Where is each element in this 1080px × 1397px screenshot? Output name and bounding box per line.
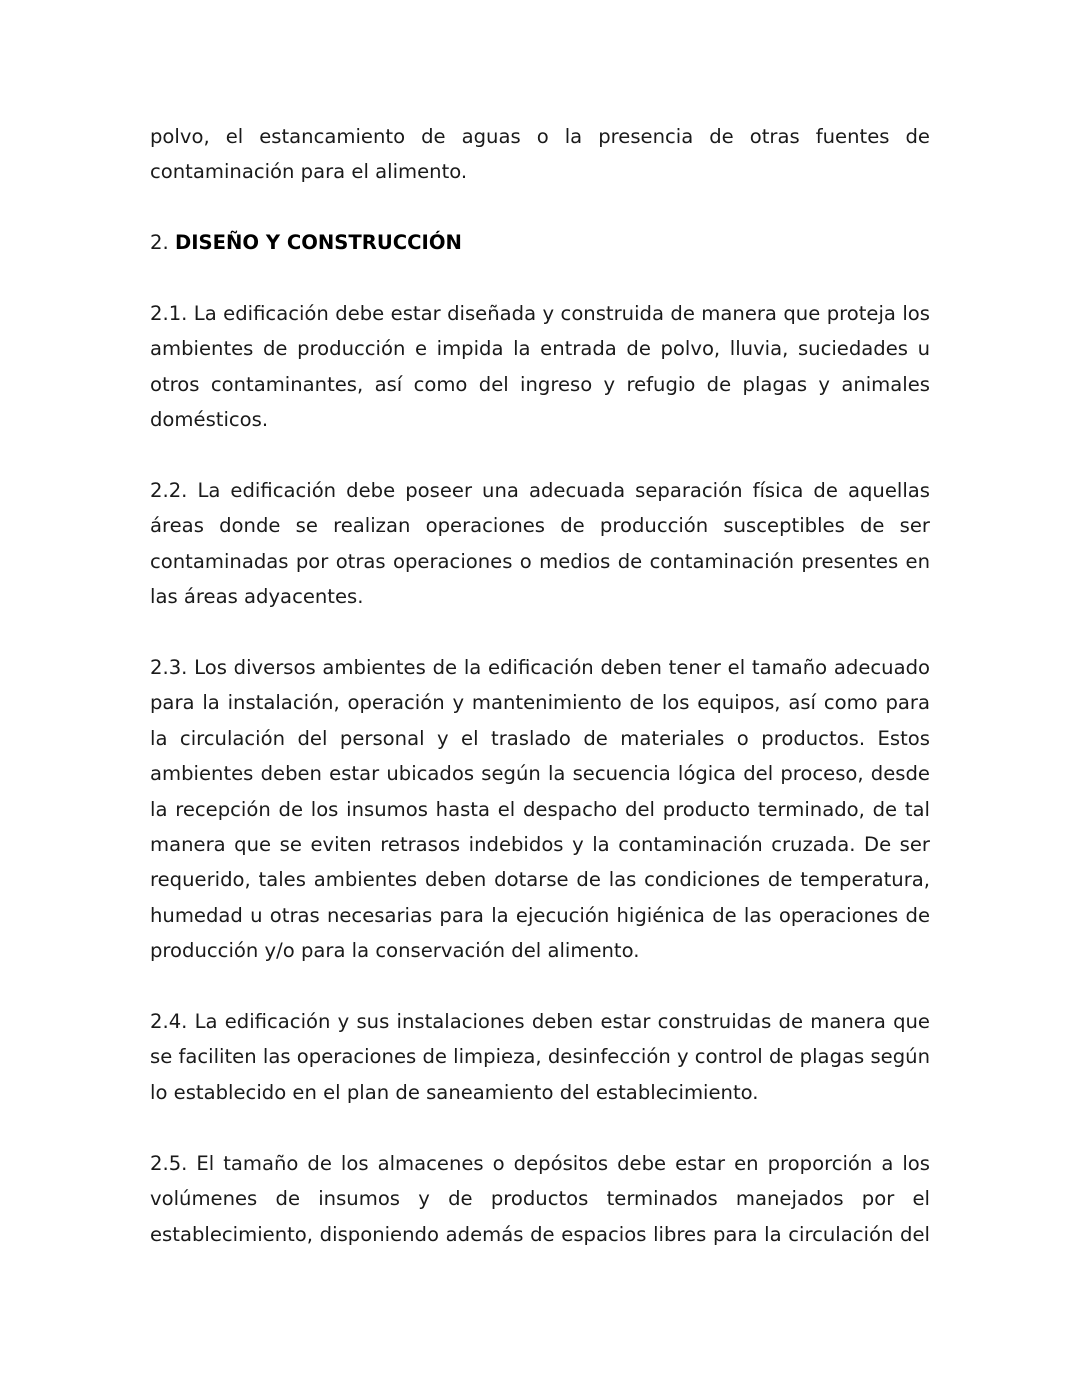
document-page xyxy=(150,119,930,1252)
paragraph-2-4: 2.4. La edificación y sus instalaciones deben estar construidas de manera que se faciliten las operaciones de limpieza, desinfección y control de plagas según lo establecido en el plan de saneamiento del establecimiento. xyxy=(150,1010,930,1104)
intro-paragraph: polvo, el estancamiento de aguas o la presencia de otras fuentes de contaminación para el alimento. xyxy=(150,125,930,184)
paragraph-2-5: 2.5. El tamaño de los almacenes o depósitos debe estar en proporción a los volúmenes de insumos y de productos terminados manejados por el establecimiento, disponiendo además de espacios libres para la circulación del xyxy=(150,1151,930,1246)
paragraph-2-2: 2.2. La edificación debe poseer una adecuada separación física de aquellas áreas donde se realizan operaciones de producción susceptibles de ser contaminadas por otras operaciones o medios de contaminación presentes en las áreas adyacentes. xyxy=(150,479,930,609)
section-number: 2. xyxy=(150,231,169,255)
section-heading xyxy=(150,225,930,260)
paragraph-2-1: 2.1. La edificación debe estar diseñada y construida de manera que proteja los ambientes de producción e impida la entrada de polvo, lluvia, suciedades u otros contaminantes, así como del ingreso y refugio de plagas y animales domésticos. xyxy=(150,302,930,432)
section-title: DISEÑO Y CONSTRUCCIÓN xyxy=(174,231,462,255)
paragraph-2-3: 2.3. Los diversos ambientes de la edificación deben tener el tamaño adecuado para la instalación, operación y mantenimiento de los equipos, así como para la circulación del personal y el traslado de materiales o productos. Estos ambientes deben estar ubicados según la secuencia lógica del proceso, desde la recepción de los insumos hasta el despacho del producto terminado, de tal manera que se eviten retrasos indebidos y la contaminación cruzada. De ser requerido, tales ambientes deben dotarse de las condiciones de temperatura, humedad u otras necesarias para la ejecución higiénica de las operaciones de producción y/o para la conservación del alimento. xyxy=(150,656,930,963)
